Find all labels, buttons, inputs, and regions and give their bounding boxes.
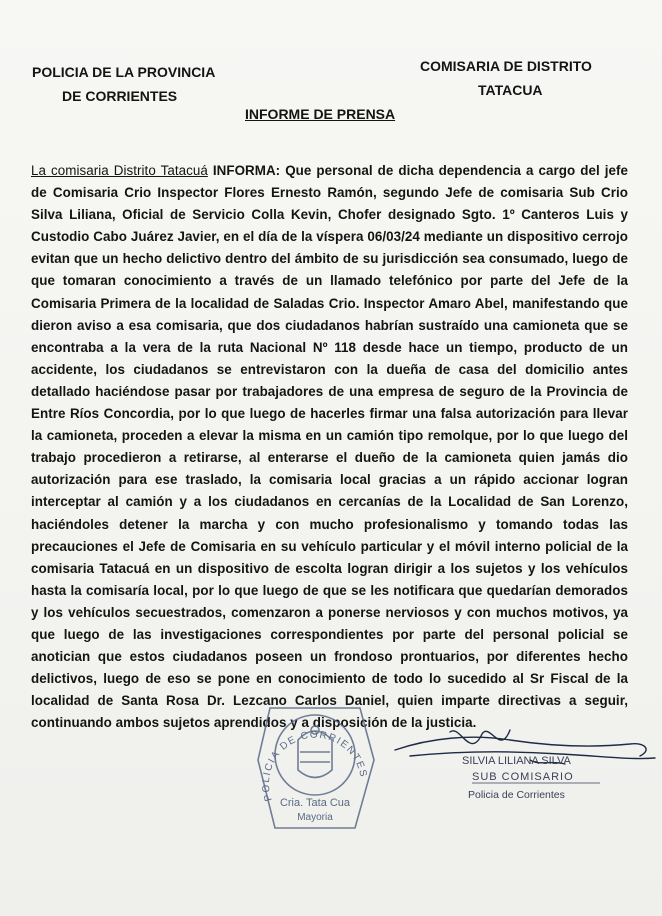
- header-right-line1: COMISARIA DE DISTRITO: [420, 58, 592, 74]
- body-intro: La comisaria Distrito Tatacuá: [31, 163, 208, 178]
- signature-org: Policia de Corrientes: [468, 789, 565, 801]
- document-body: [31, 160, 628, 734]
- body-paragraph: INFORMA: Que personal de dicha dependencia a cargo del jefe de Comisaria Crio Inspector Flores Ernesto Ramón, segundo Jefe de comisaria Sub Crio Silva Liliana, Oficial de Servicio Colla Kevin, Chofer designado Sgto. 1º Canteros Luis y Custodio Cabo Juárez Javier, en el día de la víspera 06/03/24 mediante un dispositivo cerrojo evitan que un hecho delictivo dentro del ámbito de su jurisdicción sea consumado, luego de que tomaran conocimiento a través de un llamado telefónico por parte del Jefe de la Comisaria Primera de la localidad de Saladas Crio. Inspector Amaro Abel, manifestando que dieron aviso a esa comisaria, que dos ciudadanos habrían sustraído una camioneta que se encontraba a la vera de la ruta Nacional Nº 118 desde hace un tiempo, producto de un accidente, los ciudadanos se entrevistaron con la dueña de casa del domicilio antes detallado haciéndose pasar por trabajadores de una empresa de seguro de la Provincia de Entre Ríos Concordia, por lo que luego de hacerles firmar una falsa autorización para llevar la camioneta, proceden a elevar la misma en un camión tipo remolque, por lo que luego del trabajo procedieron a retirarse, al enterarse el dueño de la camioneta quien jamás dio autorización para ese traslado, la comisaria local gracias a un rápido accionar logran interceptar al camión y a los ciudadanos en cercanías de la Localidad de San Lorenzo, haciéndoles detener la marcha y con mucho profesionalismo y tomando todas las precauciones el Jefe de Comisaria en su vehículo particular y el móvil interno policial de la comisaria Tatacuá en un dispositivo de escolta logran dirigir a los sujetos y los vehículos hasta la comisaría local, por lo que luego de que se les notificara que quedarían demorados y los vehículos secuestrados, comenzaron a ponerse nerviosos y con muchos motivos, ya que luego de las investigaciones correspondientes por parte del personal policial se anotician que estos ciudadanos poseen un frondoso prontuarios, por diferentes hecho delictivos, luego de eso se pone en conocimiento de todo lo sucedido al Sr Fiscal de la localidad de Santa Rosa Dr. Lezcano Carlos Daniel, quien imparte directivas a seguir, continuando ambos sujetos aprendidos y a disposición de la justicia.: [31, 163, 628, 731]
- signature-name: SILVIA LILIANA SILVA: [462, 755, 571, 767]
- stamp-line2: Mayoria: [297, 812, 333, 823]
- stamp-ring-text: POLICIA DE CORRIENTES: [260, 729, 369, 803]
- police-stamp-image: [250, 700, 380, 835]
- header-right-line2: TATACUA: [478, 82, 543, 98]
- signature-rank: SUB COMISARIO: [472, 771, 574, 783]
- header-left: [32, 60, 272, 108]
- header-left-line1: POLICIA DE LA PROVINCIA: [32, 64, 216, 80]
- header-left-line2: DE CORRIENTES: [62, 88, 178, 104]
- signature-image: [390, 720, 660, 810]
- stamp-line1: Cria. Tata Cua: [279, 797, 351, 809]
- header-right: [420, 54, 620, 102]
- document-title: INFORME DE PRENSA: [245, 106, 396, 122]
